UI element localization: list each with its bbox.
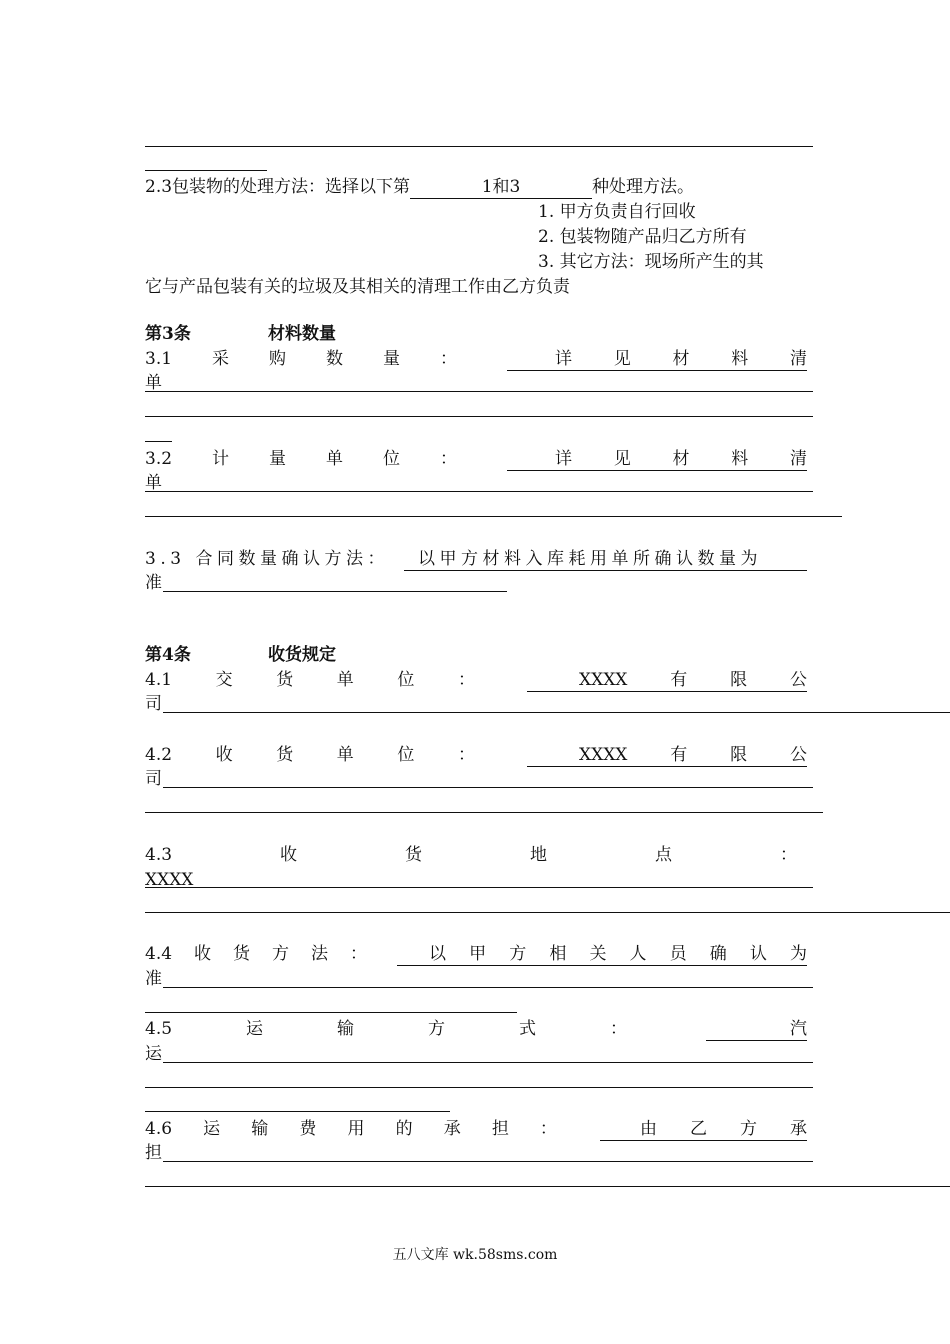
item-4-3-value: XXXX: [145, 870, 194, 890]
item-4-6-label: 4.6 运 输 费 用 的 承 担 ：: [145, 1119, 557, 1139]
blank-line: [145, 146, 813, 147]
item-2-3-suffix: 种处理方法。: [592, 177, 695, 197]
item-4-5-continuation: 运: [145, 1044, 162, 1064]
item-2-3: [145, 176, 694, 199]
blank-line: [145, 391, 813, 392]
blank-line: [163, 712, 950, 713]
item-3-3-value: 以甲方材料入库耗用单所确认数量为: [404, 548, 807, 571]
item-3-1-value: 详 见 材 料 清: [507, 348, 807, 371]
item-3-2-value: 详 见 材 料 清: [507, 448, 807, 471]
item-3-2-continuation: 单: [145, 473, 162, 493]
blank-line: [145, 516, 842, 517]
footer-watermark: 五八文库 wk.58sms.com: [392, 1247, 558, 1263]
item-4-2-label: 4.2 收 货 单 位 ：: [145, 745, 475, 765]
item-4-1-value: XXXX 有 限 公: [527, 669, 807, 692]
item-4-4-value: 以 甲 方 相 关 人 员 确 认 为: [397, 943, 807, 966]
blank-line: [145, 1012, 517, 1013]
item-3-3-label: 3.3 合同数量确认方法：: [145, 549, 389, 569]
item-4-1-label: 4.1 交 货 单 位 ：: [145, 670, 475, 690]
item-4-4-label: 4.4 收 货 方 法 ：: [145, 944, 367, 964]
blank-line: [145, 912, 950, 913]
section-3-title: 材料数量: [268, 324, 336, 344]
option-3: 3. 其它方法：现场所产生的其: [538, 252, 764, 272]
option-2: 2. 包装物随产品归乙方所有: [538, 227, 747, 247]
item-4-4-continuation: 准: [145, 969, 162, 989]
item-4-2-value: XXXX 有 限 公: [527, 744, 807, 767]
item-3-1-continuation: 单: [145, 373, 162, 393]
blank-line: [163, 1062, 813, 1063]
blank-line: [145, 1111, 450, 1112]
item-4-1-continuation: 司: [145, 694, 162, 714]
blank-line: [145, 1186, 950, 1187]
option-1: 1. 甲方负责自行回收: [538, 202, 696, 222]
blank-line: [145, 1087, 813, 1088]
item-4-6-value: 由 乙 方 承: [600, 1118, 807, 1141]
section-3-number: 第3条: [145, 324, 191, 344]
blank-line: [163, 987, 813, 988]
section-4-number: 第4条: [145, 645, 191, 665]
blank-line: [145, 887, 813, 888]
blank-line: [145, 416, 813, 417]
item-3-1-label: 3.1 采 购 数 量 ：: [145, 349, 457, 369]
item-2-3-prefix: 2.3包装物的处理方法：选择以下第: [145, 177, 411, 197]
blank-line: [145, 812, 823, 813]
blank-line: [163, 591, 507, 592]
blank-line: [145, 170, 267, 171]
blank-line: [163, 1161, 813, 1162]
item-3-3-continuation: 准: [145, 573, 162, 593]
item-4-5-value: 汽: [706, 1018, 807, 1041]
item-4-6-continuation: 担: [145, 1143, 162, 1163]
blank-line: [145, 441, 172, 442]
item-3-2-label: 3.2 计 量 单 位 ：: [145, 449, 457, 469]
blank-line: [163, 787, 813, 788]
blank-line: [145, 491, 813, 492]
option-3-continuation: 它与产品包装有关的垃圾及其相关的清理工作由乙方负责: [145, 277, 570, 297]
item-4-3-label: 4.3 收 货 地 点 ：: [145, 845, 797, 865]
section-4-title: 收货规定: [268, 645, 336, 665]
item-4-5-label: 4.5 运 输 方 式 ：: [145, 1019, 627, 1039]
item-2-3-choice: 1和3: [410, 176, 592, 199]
item-4-2-continuation: 司: [145, 769, 162, 789]
